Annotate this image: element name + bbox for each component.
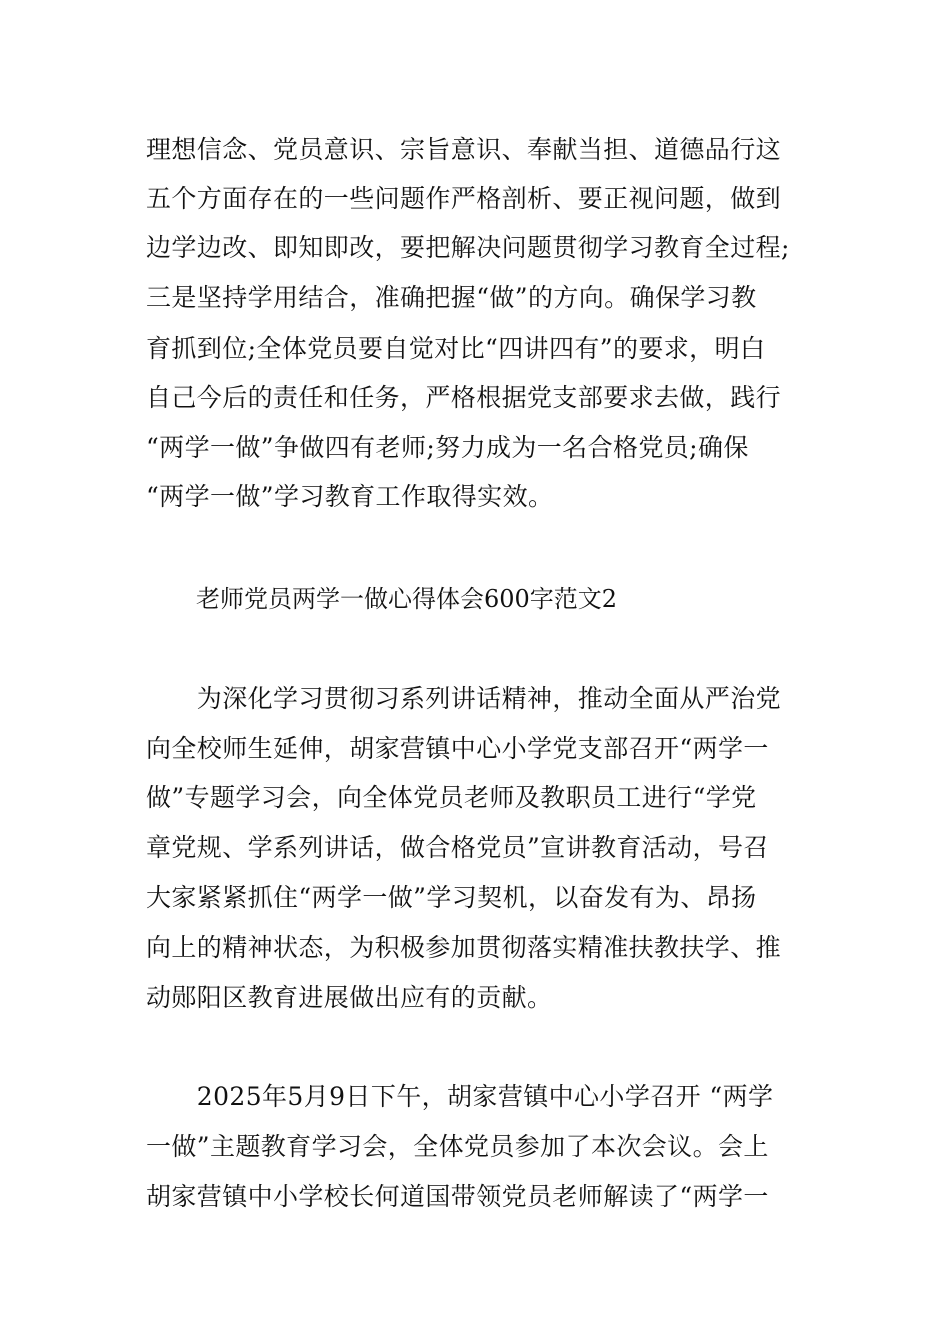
- paragraph-3-line: 2025年5月9日下午，胡家营镇中心小学召开 “两学: [146, 1082, 774, 1111]
- paragraph-1-line: 自己今后的责任和任务，严格根据党支部要求去做，践行: [146, 383, 782, 412]
- section-heading: 老师党员两学一做心得体会600字范文2: [196, 585, 618, 613]
- paragraph-1-line: 育抓到位;全体党员要自觉对比“四讲四有”的要求，明白: [146, 334, 766, 363]
- paragraph-2-line: 动郧阳区教育进展做出应有的贡献。: [146, 983, 553, 1012]
- paragraph-2-line: 向全校师生延伸，胡家营镇中心小学党支部召开“两学一: [146, 734, 769, 763]
- paragraph-3-line: 胡家营镇中小学校长何道国带领党员老师解读了“两学一: [146, 1182, 769, 1211]
- paragraph-1-line: 边学边改、即知即改，要把解决问题贯彻学习教育全过程;: [146, 233, 790, 262]
- paragraph-2-line: 向上的精神状态，为积极参加贯彻落实精准扶教扶学、推: [146, 933, 782, 962]
- paragraph-2-line: 章党规、学系列讲话，做合格党员”宣讲教育活动，号召: [146, 833, 769, 862]
- paragraph-1-line: “两学一做”学习教育工作取得实效。: [146, 482, 554, 511]
- paragraph-1-line: “两学一做”争做四有老师;努力成为一名合格党员;确保: [146, 433, 749, 462]
- paragraph-1-line: 三是坚持学用结合，准确把握“做”的方向。确保学习教: [146, 283, 757, 312]
- paragraph-1-line: 五个方面存在的一些问题作严格剖析、要正视问题，做到: [146, 184, 782, 213]
- paragraph-2-line: 大家紧紧抓住“两学一做”学习契机，以奋发有为、昂扬: [146, 883, 757, 912]
- paragraph-2-line: 为深化学习贯彻习系列讲话精神，推动全面从严治党: [146, 684, 782, 713]
- paragraph-2-line: 做”专题学习会，向全体党员老师及教职员工进行“学党: [146, 783, 757, 812]
- paragraph-3-line: 一做”主题教育学习会，全体党员参加了本次会议。会上: [146, 1132, 769, 1161]
- paragraph-1-line: 理想信念、党员意识、宗旨意识、奉献当担、道德品行这: [146, 135, 782, 164]
